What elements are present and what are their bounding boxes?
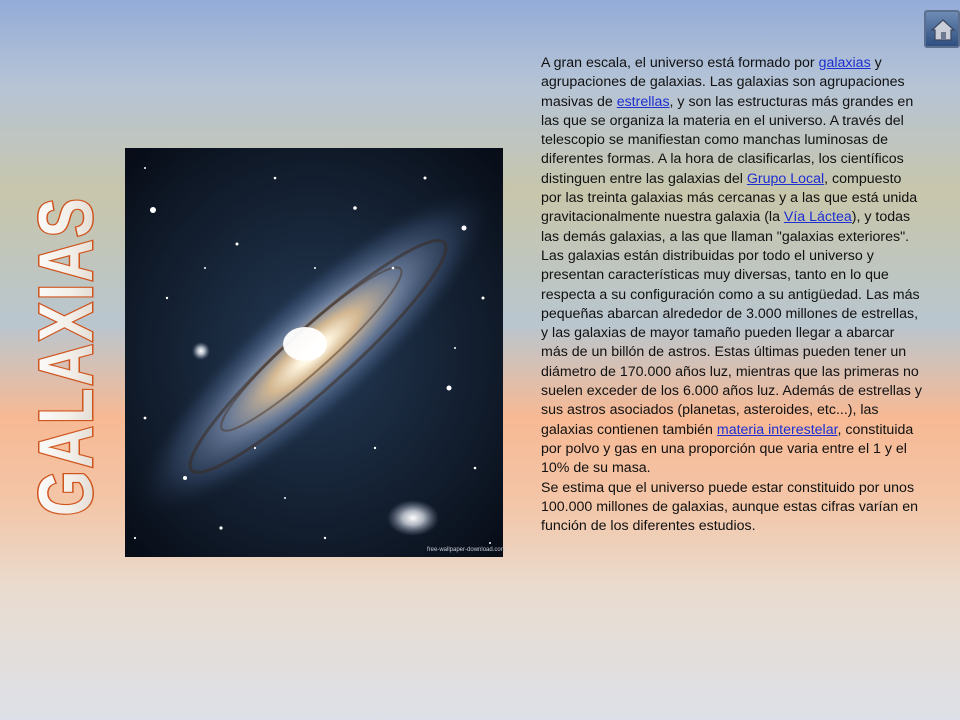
galaxy-photo	[125, 148, 506, 557]
home-button[interactable]	[924, 10, 960, 48]
link-grupo-local[interactable]: Grupo Local	[746, 170, 825, 187]
text-run: , y son las estructuras más grandes en las que se organiza la materia en el universo. A través del telescopio se manifiestan como manchas luminosas de diferentes formas. A la hora de clasificarlas, los científicos distinguen entre las galaxias del	[541, 93, 914, 187]
text-run: , constituida por polvo y gas en una proporción que varia entre el 1 y el 10% de su masa.	[541, 421, 914, 477]
link-estrellas[interactable]: estrellas	[616, 93, 670, 110]
text-run: y agrupaciones de galaxias. Las galaxias son agrupaciones masivas de	[541, 55, 905, 110]
text-run: , compuesto por las treinta galaxias más cercanas y a las que está unida gravitacionalmente nuestra galaxia (la	[541, 170, 918, 226]
photo-watermark: free-wallpaper-download.com	[427, 547, 506, 553]
paragraph-3: Se estima que el universo puede estar constituido por unos 100.000 millones de galaxias, aunque estas cifras varían en función de los diferentes estudios.	[541, 479, 918, 535]
link-galaxias[interactable]: galaxias	[818, 55, 871, 71]
link-materia-interestelar[interactable]: materia interestelar	[716, 421, 838, 438]
text-run: Las galaxias están distribuidas por todo el universo y presentan características muy diversas, tanto en lo que respecta a su configuración como a su antigüedad. Las más pequeñas abarcan alrededor de 3.000 millones de estrellas, y las galaxias de mayor tamaño pueden llegar a abarcar más de un billón de astros. Estas últimas pueden tener un diámetro de 170.000 años luz, mientras que las primeras no suelen exceder de los 6.000 años luz. Además de estrellas y sus astros asociados (planetas, asteroides, etc...), las galaxias contienen también	[541, 247, 922, 438]
side-title-text: GALAXIAS	[24, 99, 109, 516]
paragraph-1	[541, 54, 925, 247]
home-icon	[930, 17, 956, 43]
side-title	[24, 99, 109, 520]
text-run: A gran escala, el universo está formado por	[541, 55, 819, 71]
article-text	[541, 54, 925, 536]
paragraph-2	[541, 247, 925, 479]
text-run: ), y todas las demás galaxias, a las que llaman "galaxias exteriores".	[541, 209, 911, 245]
link-via-lactea[interactable]: Vía Láctea	[783, 209, 852, 226]
